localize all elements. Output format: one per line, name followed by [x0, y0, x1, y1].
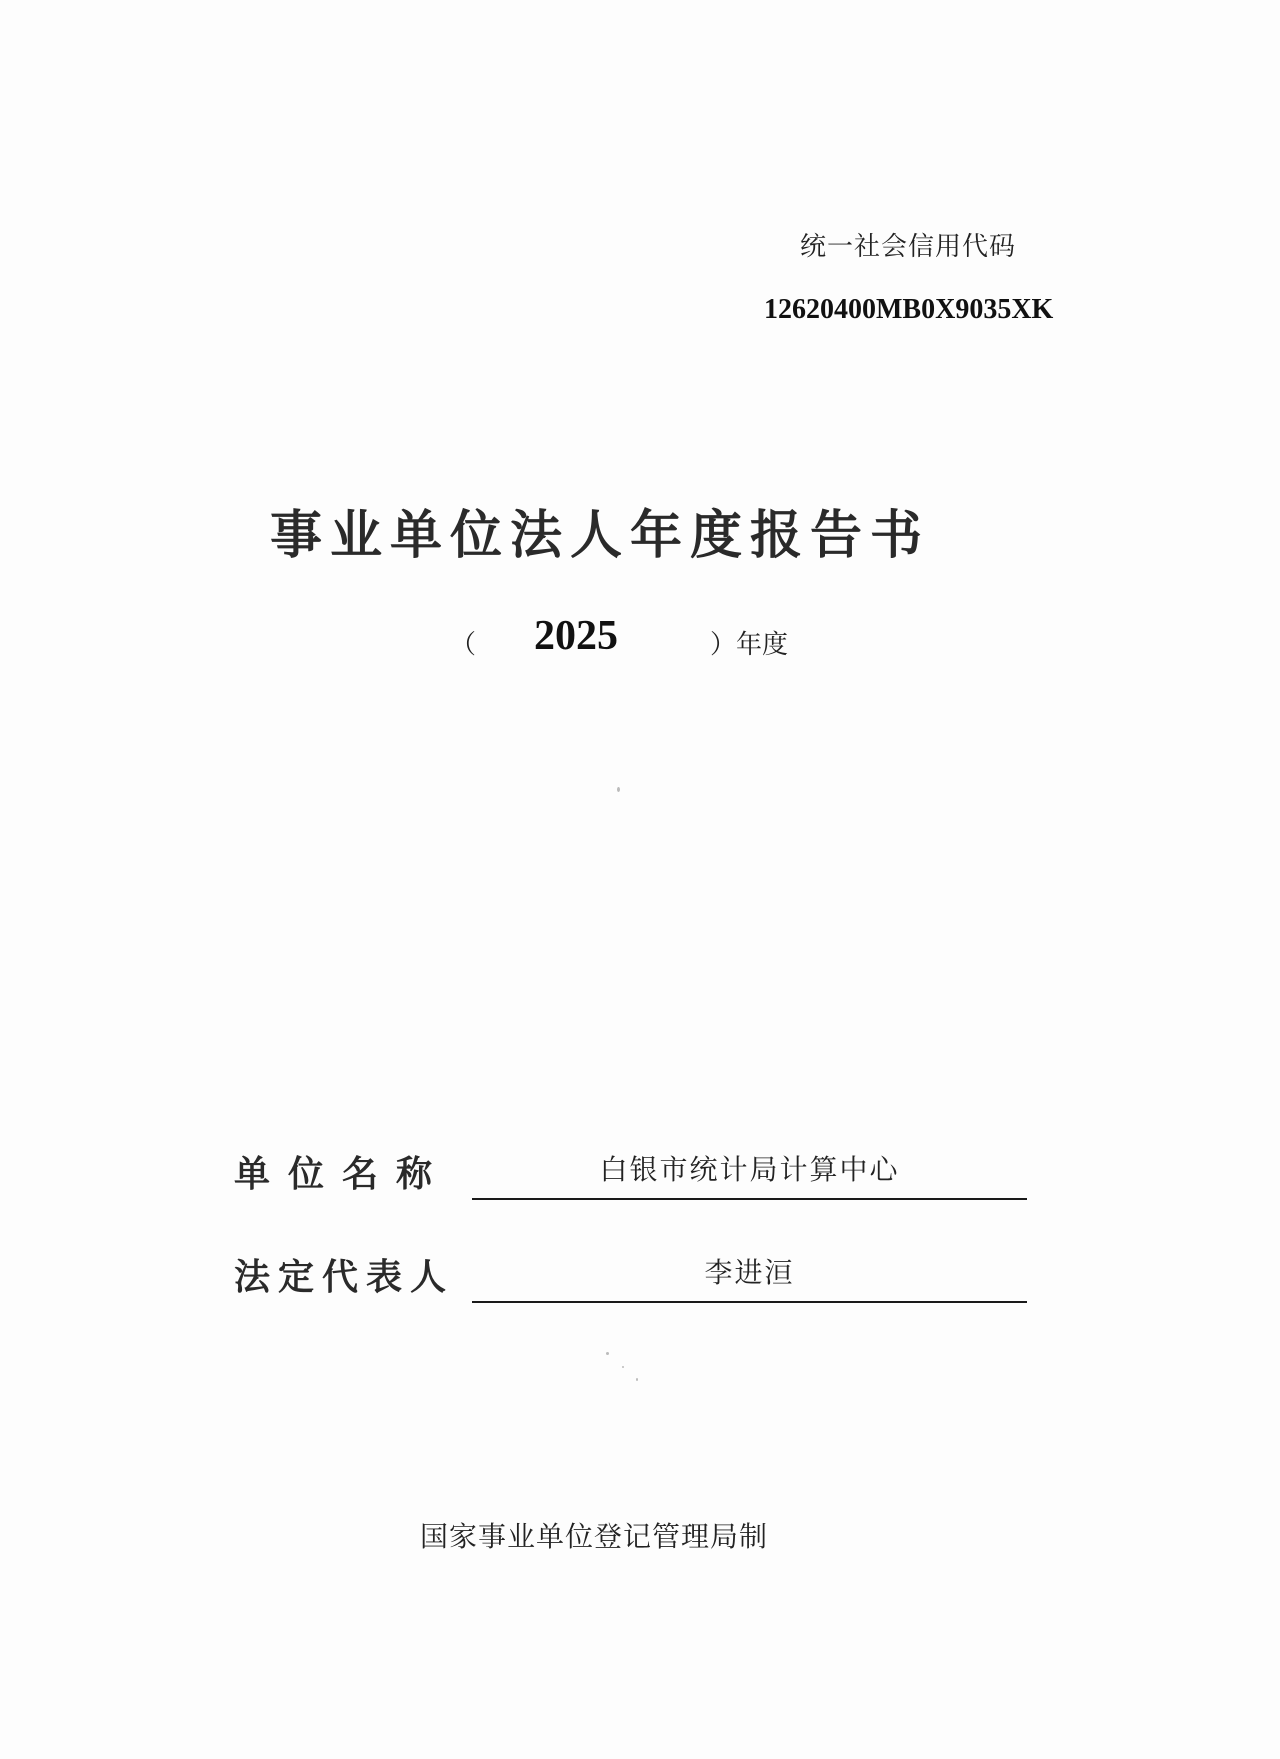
legal-representative-field — [234, 1243, 1034, 1313]
scan-speck — [606, 1352, 609, 1355]
legal-representative-value: 李进洹 — [704, 1256, 795, 1289]
unit-name-value: 白银市统计局计算中心 — [599, 1153, 900, 1186]
scan-speck — [622, 1366, 624, 1368]
legal-representative-label: 法定代表人 — [234, 1257, 455, 1298]
unit-name-field — [234, 1140, 1034, 1210]
year-open-paren: （ — [450, 630, 477, 660]
report-title: 事业单位法人年度报告书 — [270, 506, 931, 566]
legal-representative-underline — [472, 1301, 1027, 1303]
credit-code-value: 12620400MB0X9035XK — [764, 294, 1054, 325]
report-year-line — [450, 612, 850, 668]
scan-speck — [617, 787, 620, 792]
year-suffix: ）年度 — [710, 630, 789, 660]
credit-code-label: 统一社会信用代码 — [800, 232, 1017, 262]
unit-name-underline — [472, 1198, 1027, 1200]
scan-speck — [636, 1378, 638, 1381]
issuer-footer: 国家事业单位登记管理局制 — [420, 1520, 769, 1553]
unit-name-label: 单位名称 — [234, 1154, 451, 1195]
report-year: 2025 — [534, 613, 618, 659]
